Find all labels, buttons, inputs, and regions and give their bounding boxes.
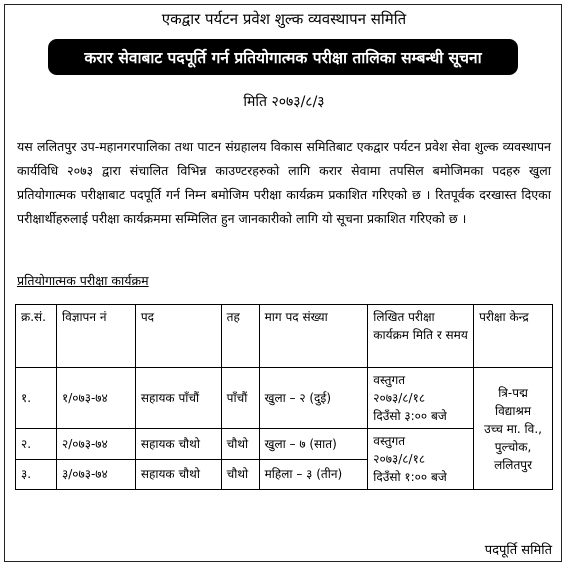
cell-demand: महिला – ३ (तीन) <box>259 459 368 490</box>
cell-post: सहायक चौथो <box>135 459 221 490</box>
exam-schedule-table <box>15 304 553 490</box>
cell-level: पाँचौं <box>221 368 259 429</box>
center-line: ललितपुर <box>494 457 533 472</box>
table-row <box>16 429 553 460</box>
schedule-time: दिउँसो ३:०० बजे <box>373 409 447 423</box>
cell-sn: ३. <box>16 459 57 490</box>
notice-title: करार सेवाबाट पदपूर्ति गर्न प्रतियोगात्मक परीक्षा तालिका सम्बन्धी सूचना <box>84 49 482 67</box>
schedule-type: वस्तुगत <box>373 373 406 387</box>
cell-schedule <box>368 368 474 429</box>
cell-level: चौथो <box>221 459 259 490</box>
cell-sn: २. <box>16 429 57 460</box>
section-heading: प्रतियोगात्मक परीक्षा कार्यक्रम <box>17 273 149 288</box>
header-center: परीक्षा केन्द्र <box>474 305 553 368</box>
header-post: पद <box>135 305 221 368</box>
cell-ad-no: ३/०७३-७४ <box>56 459 135 490</box>
schedule-date: २०७३/८/१८ <box>373 452 426 466</box>
schedule-type: वस्तुगत <box>373 434 406 448</box>
center-line: उच्च मा. वि., <box>484 421 542 436</box>
cell-demand: खुला – ७ (सात) <box>259 429 368 460</box>
header-sn: क्र.सं. <box>16 305 57 368</box>
notice-paragraph: यस ललितपुर उप-महानगरपालिका तथा पाटन संग्रहालय विकास समितिबाट एकद्वार पर्यटन प्रवेश सेवा शुल्क व्यवस्थापन कार्यविधि २०७३ द्वारा संचालित विभिन्न काउण्टरहरुको लागि करार सेवामा तपसिल बमोजिमका पदहरु खुला प्रतियोगात्मक परीक्षाबाट पदपूर्ति गर्न निम्न बमोजिम परीक्षा कार्यक्रम प्रकाशित गरिएको छ । रितपूर्वक दरखास्त दिएका परीक्षार्थीहरुलाई परीक्षा कार्यक्रममा सम्मिलित हुन जानकारीको लागि यो सूचना प्रकाशित गरिएको छ । <box>17 139 551 226</box>
notice-title-banner <box>48 39 518 75</box>
cell-ad-no: १/०७३-७४ <box>56 368 135 429</box>
cell-exam-center <box>474 368 553 490</box>
center-line: विद्याश्रम <box>494 403 532 418</box>
cell-sn: १. <box>16 368 57 429</box>
schedule-time: दिउँसो १:०० बजे <box>373 470 447 484</box>
cell-demand: खुला – २ (दुई) <box>259 368 368 429</box>
organization-name: एकद्वार पर्यटन प्रवेश शुल्क व्यवस्थापन समिति <box>161 10 407 28</box>
center-line: पुल्चोक, <box>494 439 532 454</box>
cell-ad-no: २/०७३-७४ <box>56 429 135 460</box>
table-header-row <box>16 305 553 368</box>
cell-level: चौथो <box>221 429 259 460</box>
header-demand: माग पद संख्या <box>259 305 368 368</box>
center-line: त्रि-पद्म <box>498 385 528 400</box>
table-row <box>16 368 553 429</box>
signatory: पदपूर्ति समिति <box>484 543 552 558</box>
cell-schedule <box>368 429 474 490</box>
notice-date: मिति २०७३/८/३ <box>243 94 325 110</box>
header-ad-no: विज्ञापन नं <box>56 305 135 368</box>
header-level: तह <box>221 305 259 368</box>
schedule-date: २०७३/८/१८ <box>373 391 426 405</box>
cell-post: सहायक पाँचौं <box>135 368 221 429</box>
header-schedule: लिखित परीक्षा कार्यक्रम मिति र समय <box>368 305 474 368</box>
cell-post: सहायक चौथो <box>135 429 221 460</box>
